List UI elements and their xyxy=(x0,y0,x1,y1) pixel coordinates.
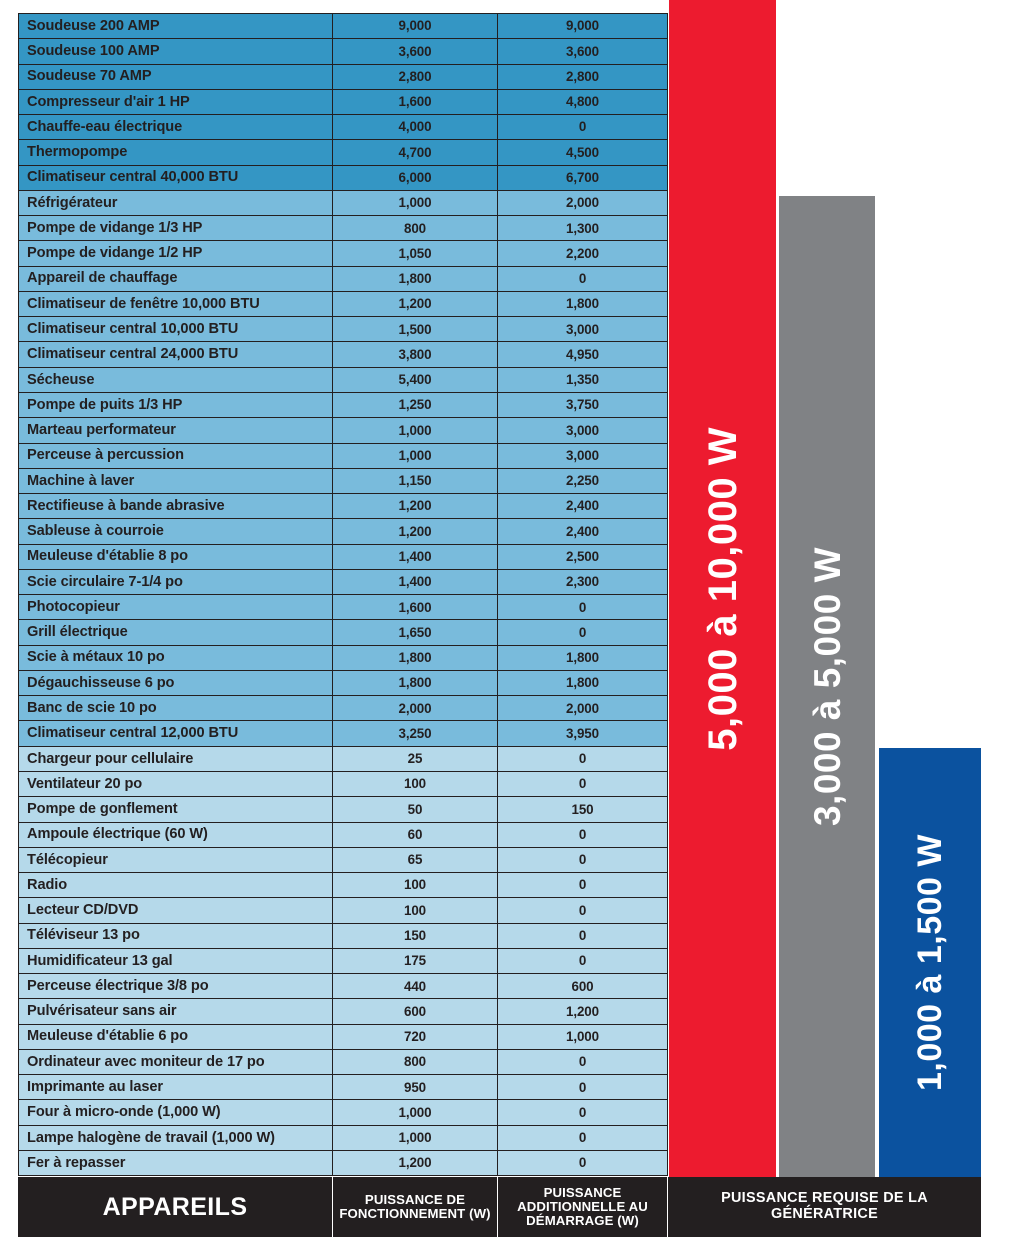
appliance-name-cell: Rectifieuse à bande abrasive xyxy=(19,494,333,519)
starting-power-cell: 1,200 xyxy=(498,999,668,1024)
starting-power-cell: 9,000 xyxy=(498,14,668,39)
appliance-name-cell: Sécheuse xyxy=(19,367,333,392)
running-power-cell: 800 xyxy=(333,1049,498,1074)
table-row xyxy=(19,165,668,190)
appliance-name-cell: Soudeuse 100 AMP xyxy=(19,39,333,64)
appliance-name-cell: Meuleuse d'établie 6 po xyxy=(19,1024,333,1049)
running-power-cell: 1,000 xyxy=(333,190,498,215)
appliance-name-cell: Perceuse à percussion xyxy=(19,443,333,468)
generator-bar-label: 5,000 à 10,000 W xyxy=(700,426,745,751)
running-power-cell: 150 xyxy=(333,923,498,948)
table-row xyxy=(19,569,668,594)
table-row xyxy=(19,1075,668,1100)
appliance-name-cell: Climatiseur central 40,000 BTU xyxy=(19,165,333,190)
table-row xyxy=(19,190,668,215)
starting-power-cell: 0 xyxy=(498,1125,668,1150)
table-row xyxy=(19,873,668,898)
table-row xyxy=(19,1150,668,1175)
starting-power-cell: 0 xyxy=(498,1100,668,1125)
appliance-name-cell: Pulvérisateur sans air xyxy=(19,999,333,1024)
table-row xyxy=(19,317,668,342)
appliance-name-cell: Climatiseur central 12,000 BTU xyxy=(19,721,333,746)
footer-header-running-power-text: PUISSANCE DE FONCTIONNEMENT (W) xyxy=(339,1191,491,1221)
running-power-cell: 9,000 xyxy=(333,14,498,39)
starting-power-cell: 4,950 xyxy=(498,342,668,367)
starting-power-cell: 0 xyxy=(498,822,668,847)
starting-power-cell: 3,600 xyxy=(498,39,668,64)
generator-bar-3000-5000 xyxy=(776,196,875,1177)
footer-header-appliances: APPAREILS xyxy=(102,1192,248,1221)
appliance-name-cell: Ordinateur avec moniteur de 17 po xyxy=(19,1049,333,1074)
running-power-cell: 950 xyxy=(333,1075,498,1100)
table-row xyxy=(19,595,668,620)
appliance-name-cell: Pompe de vidange 1/3 HP xyxy=(19,216,333,241)
starting-power-cell: 3,000 xyxy=(498,317,668,342)
running-power-cell: 1,150 xyxy=(333,468,498,493)
appliance-name-cell: Dégauchisseuse 6 po xyxy=(19,670,333,695)
starting-power-cell: 4,500 xyxy=(498,140,668,165)
table-row xyxy=(19,1125,668,1150)
appliance-name-cell: Imprimante au laser xyxy=(19,1075,333,1100)
starting-power-cell: 2,000 xyxy=(498,696,668,721)
table-row xyxy=(19,898,668,923)
appliance-name-cell: Thermopompe xyxy=(19,140,333,165)
appliance-name-cell: Pompe de vidange 1/2 HP xyxy=(19,241,333,266)
running-power-cell: 100 xyxy=(333,771,498,796)
table-row xyxy=(19,822,668,847)
table-row xyxy=(19,468,668,493)
appliance-name-cell: Soudeuse 200 AMP xyxy=(19,14,333,39)
table-row xyxy=(19,266,668,291)
appliance-name-cell: Ventilateur 20 po xyxy=(19,771,333,796)
table-row xyxy=(19,696,668,721)
appliance-name-cell: Perceuse électrique 3/8 po xyxy=(19,974,333,999)
table-footer-header xyxy=(18,1177,981,1237)
running-power-cell: 1,000 xyxy=(333,1125,498,1150)
running-power-cell: 600 xyxy=(333,999,498,1024)
appliance-name-cell: Photocopieur xyxy=(19,595,333,620)
table-row xyxy=(19,115,668,140)
table-row xyxy=(19,797,668,822)
table-row xyxy=(19,544,668,569)
table-row xyxy=(19,418,668,443)
appliance-name-cell: Téléviseur 13 po xyxy=(19,923,333,948)
table-row xyxy=(19,494,668,519)
table-row xyxy=(19,974,668,999)
table-row xyxy=(19,847,668,872)
table-row xyxy=(19,14,668,39)
running-power-cell: 1,000 xyxy=(333,1100,498,1125)
table-row xyxy=(19,291,668,316)
appliance-name-cell: Climatiseur central 10,000 BTU xyxy=(19,317,333,342)
table-row xyxy=(19,620,668,645)
table-row xyxy=(19,519,668,544)
starting-power-cell: 1,800 xyxy=(498,670,668,695)
appliance-table-body xyxy=(19,14,668,1176)
starting-power-cell: 0 xyxy=(498,115,668,140)
table-row xyxy=(19,367,668,392)
table-row xyxy=(19,64,668,89)
table-row xyxy=(19,721,668,746)
starting-power-cell: 0 xyxy=(498,1075,668,1100)
footer-header-starting-power xyxy=(497,1177,667,1237)
starting-power-cell: 1,800 xyxy=(498,645,668,670)
starting-power-cell: 2,200 xyxy=(498,241,668,266)
table-row xyxy=(19,948,668,973)
appliance-name-cell: Télécopieur xyxy=(19,847,333,872)
running-power-cell: 1,000 xyxy=(333,418,498,443)
running-power-cell: 50 xyxy=(333,797,498,822)
starting-power-cell: 2,250 xyxy=(498,468,668,493)
running-power-cell: 4,700 xyxy=(333,140,498,165)
running-power-cell: 1,400 xyxy=(333,544,498,569)
generator-bar-label: 3,000 à 5,000 W xyxy=(806,546,848,827)
starting-power-cell: 3,000 xyxy=(498,418,668,443)
running-power-cell: 1,050 xyxy=(333,241,498,266)
table-row xyxy=(19,1024,668,1049)
footer-header-starting-power-text: PUISSANCE ADDITIONNELLE AU DÉMARRAGE (W) xyxy=(517,1184,648,1229)
appliance-name-cell: Lecteur CD/DVD xyxy=(19,898,333,923)
running-power-cell: 5,400 xyxy=(333,367,498,392)
generator-bar-1000-1500 xyxy=(876,748,981,1177)
running-power-cell: 1,200 xyxy=(333,291,498,316)
table-row xyxy=(19,771,668,796)
running-power-cell: 6,000 xyxy=(333,165,498,190)
appliance-name-cell: Grill électrique xyxy=(19,620,333,645)
appliance-name-cell: Ampoule électrique (60 W) xyxy=(19,822,333,847)
table-row xyxy=(19,392,668,417)
starting-power-cell: 1,000 xyxy=(498,1024,668,1049)
appliance-table xyxy=(18,13,668,1176)
table-row xyxy=(19,39,668,64)
starting-power-cell: 1,300 xyxy=(498,216,668,241)
running-power-cell: 2,000 xyxy=(333,696,498,721)
starting-power-cell: 0 xyxy=(498,771,668,796)
running-power-cell: 1,200 xyxy=(333,519,498,544)
appliance-name-cell: Pompe de puits 1/3 HP xyxy=(19,392,333,417)
table-row xyxy=(19,923,668,948)
running-power-cell: 1,200 xyxy=(333,1150,498,1175)
table-row xyxy=(19,216,668,241)
table-row xyxy=(19,999,668,1024)
starting-power-cell: 0 xyxy=(498,620,668,645)
starting-power-cell: 2,500 xyxy=(498,544,668,569)
running-power-cell: 1,800 xyxy=(333,645,498,670)
appliance-name-cell: Machine à laver xyxy=(19,468,333,493)
running-power-cell: 25 xyxy=(333,746,498,771)
starting-power-cell: 3,750 xyxy=(498,392,668,417)
running-power-cell: 440 xyxy=(333,974,498,999)
appliance-name-cell: Lampe halogène de travail (1,000 W) xyxy=(19,1125,333,1150)
appliance-name-cell: Four à micro-onde (1,000 W) xyxy=(19,1100,333,1125)
appliance-name-cell: Scie circulaire 7-1/4 po xyxy=(19,569,333,594)
appliance-name-cell: Chauffe-eau électrique xyxy=(19,115,333,140)
footer-header-generator-power-text: PUISSANCE REQUISE DE LA GÉNÉRATRICE xyxy=(721,1190,928,1222)
starting-power-cell: 1,350 xyxy=(498,367,668,392)
running-power-cell: 60 xyxy=(333,822,498,847)
appliance-name-cell: Climatiseur central 24,000 BTU xyxy=(19,342,333,367)
running-power-cell: 3,600 xyxy=(333,39,498,64)
running-power-cell: 65 xyxy=(333,847,498,872)
table-row xyxy=(19,746,668,771)
appliance-name-cell: Radio xyxy=(19,873,333,898)
starting-power-cell: 3,000 xyxy=(498,443,668,468)
starting-power-cell: 3,950 xyxy=(498,721,668,746)
starting-power-cell: 0 xyxy=(498,898,668,923)
appliance-name-cell: Chargeur pour cellulaire xyxy=(19,746,333,771)
running-power-cell: 1,600 xyxy=(333,89,498,114)
starting-power-cell: 0 xyxy=(498,1049,668,1074)
running-power-cell: 800 xyxy=(333,216,498,241)
running-power-cell: 100 xyxy=(333,898,498,923)
starting-power-cell: 0 xyxy=(498,948,668,973)
starting-power-cell: 0 xyxy=(498,923,668,948)
running-power-cell: 175 xyxy=(333,948,498,973)
appliance-name-cell: Banc de scie 10 po xyxy=(19,696,333,721)
footer-header-running-power xyxy=(332,1177,497,1237)
starting-power-cell: 600 xyxy=(498,974,668,999)
starting-power-cell: 0 xyxy=(498,746,668,771)
appliance-name-cell: Fer à repasser xyxy=(19,1150,333,1175)
table-row xyxy=(19,241,668,266)
appliance-name-cell: Marteau performateur xyxy=(19,418,333,443)
footer-header-generator-power xyxy=(667,1177,981,1237)
appliance-name-cell: Meuleuse d'établie 8 po xyxy=(19,544,333,569)
starting-power-cell: 0 xyxy=(498,847,668,872)
starting-power-cell: 4,800 xyxy=(498,89,668,114)
table-row xyxy=(19,645,668,670)
running-power-cell: 1,500 xyxy=(333,317,498,342)
appliance-name-cell: Scie à métaux 10 po xyxy=(19,645,333,670)
starting-power-cell: 0 xyxy=(498,1150,668,1175)
appliance-table-container xyxy=(18,13,667,1171)
starting-power-cell: 2,800 xyxy=(498,64,668,89)
running-power-cell: 100 xyxy=(333,873,498,898)
running-power-cell: 3,250 xyxy=(333,721,498,746)
running-power-cell: 2,800 xyxy=(333,64,498,89)
running-power-cell: 1,600 xyxy=(333,595,498,620)
running-power-cell: 720 xyxy=(333,1024,498,1049)
starting-power-cell: 2,400 xyxy=(498,519,668,544)
running-power-cell: 3,800 xyxy=(333,342,498,367)
starting-power-cell: 2,300 xyxy=(498,569,668,594)
appliance-name-cell: Climatiseur de fenêtre 10,000 BTU xyxy=(19,291,333,316)
running-power-cell: 1,800 xyxy=(333,670,498,695)
running-power-cell: 4,000 xyxy=(333,115,498,140)
table-row xyxy=(19,1100,668,1125)
running-power-cell: 1,650 xyxy=(333,620,498,645)
appliance-name-cell: Soudeuse 70 AMP xyxy=(19,64,333,89)
table-row xyxy=(19,89,668,114)
running-power-cell: 1,400 xyxy=(333,569,498,594)
generator-bar-5000-10000 xyxy=(669,0,776,1177)
table-row xyxy=(19,342,668,367)
running-power-cell: 1,800 xyxy=(333,266,498,291)
generator-bar-label: 1,000 à 1,500 W xyxy=(911,833,949,1091)
table-row xyxy=(19,670,668,695)
starting-power-cell: 0 xyxy=(498,873,668,898)
appliance-name-cell: Humidificateur 13 gal xyxy=(19,948,333,973)
table-row xyxy=(19,140,668,165)
appliance-name-cell: Compresseur d'air 1 HP xyxy=(19,89,333,114)
running-power-cell: 1,250 xyxy=(333,392,498,417)
table-row xyxy=(19,443,668,468)
starting-power-cell: 1,800 xyxy=(498,291,668,316)
table-row xyxy=(19,1049,668,1074)
running-power-cell: 1,000 xyxy=(333,443,498,468)
appliance-name-cell: Réfrigérateur xyxy=(19,190,333,215)
appliance-name-cell: Sableuse à courroie xyxy=(19,519,333,544)
starting-power-cell: 0 xyxy=(498,595,668,620)
appliance-name-cell: Appareil de chauffage xyxy=(19,266,333,291)
starting-power-cell: 150 xyxy=(498,797,668,822)
starting-power-cell: 2,000 xyxy=(498,190,668,215)
starting-power-cell: 6,700 xyxy=(498,165,668,190)
running-power-cell: 1,200 xyxy=(333,494,498,519)
appliance-name-cell: Pompe de gonflement xyxy=(19,797,333,822)
starting-power-cell: 2,400 xyxy=(498,494,668,519)
starting-power-cell: 0 xyxy=(498,266,668,291)
